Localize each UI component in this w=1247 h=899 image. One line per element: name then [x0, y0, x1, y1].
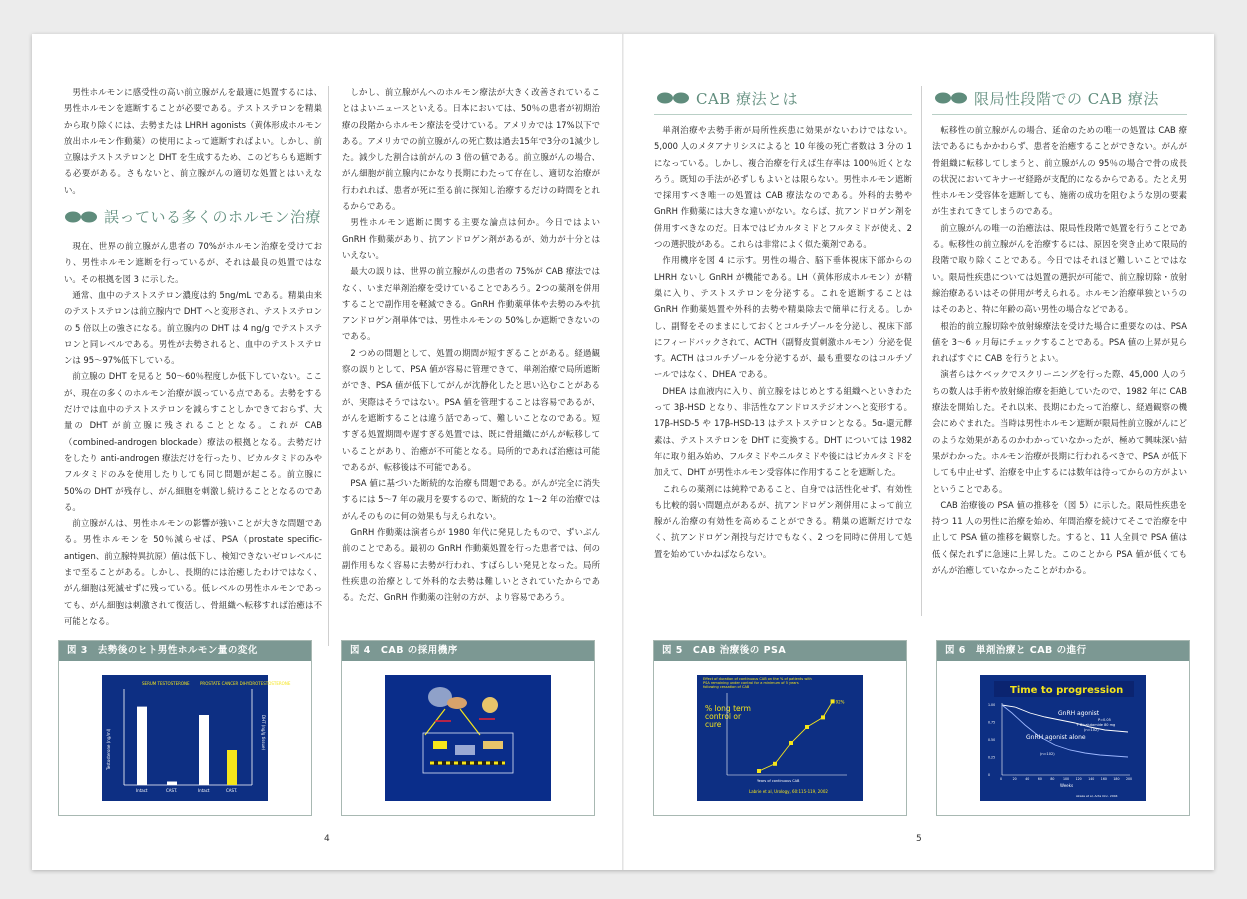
figure-5-slide — [697, 675, 863, 801]
figure-6-citation: Akaza et al, Acta Onc. 2004 — [1076, 794, 1118, 798]
body-paragraph: 男性ホルモン遮断に関する主要な論点は何か。今日ではよい GnRH 作動薬があり、抗アンドロゲン剤があるが、効力が十分とはいえない。 — [342, 217, 600, 260]
x-tick-label: 40 — [1025, 777, 1030, 781]
body-paragraph: しかし、前立腺がんへのホルモン療法が大きく改善されていることはよいニュースといえる。日本においては、50％の患者が初期治療の段階からホルモン療法を受けている。アメリカでは 17%以下である。アメリカでの前立腺がんの死亡数は過去15年で3分の1減少した。減少した割合は前がんの 3 倍の値である。前立腺がんの場合、がん細胞が前立腺内にかなり長期にわたって存在し、適切な治療が行われれば、患者が死に至る前に探知し治療するだけの時間をとれるからである。 — [342, 87, 600, 212]
x-tick-label: 60 — [1037, 777, 1042, 781]
figure-5-inset: % long term control or cure — [705, 704, 751, 729]
data-point — [773, 762, 777, 766]
leaf-icon — [934, 91, 968, 105]
pituitary-shape — [447, 697, 467, 709]
legend-b: PROSTATE CANCER DIHYDROTESTOSTERONE — [200, 681, 291, 686]
data-point — [821, 715, 825, 719]
x-tick-label: CAST. — [166, 788, 178, 793]
mechanism-diagram — [385, 675, 551, 801]
section-heading — [934, 86, 1159, 110]
series-b-n: (n=102) — [1040, 752, 1055, 756]
body-paragraph: DHEA は血液内に入り、前立腺をはじめとする組織へといきわたって 3β-HSD となり、非活性なアンドロステジオンへと変形する。17β-HSD-5 や 17β-HSD-13 はテストステロンとなる。5α-還元酵素は、テストステロンを DHT に変換する。DHT については 1982 年に取り組み始め、フルタミドやニルタミドや後にはビカルタミドを加えて、DHT が男性ホルモン受容体に作用することを遮断した。 — [654, 385, 912, 478]
legend-a: SERUM TESTOSTERONE — [142, 681, 190, 686]
heading-rule — [932, 114, 1187, 115]
page-number: 4 — [324, 834, 330, 844]
section-title: 誤っている多くのホルモン治療 — [104, 207, 322, 226]
series-a-n: + Bicalutamide 80 mg — [1076, 723, 1116, 727]
body-paragraph: PSA 値に基づいた断続的な治療も問題である。がんが完全に消失するには 5〜7 年の歳月を要するので、断続的な 1〜2 年の治療ではがんそのものに何の効果も与えられない。 — [342, 478, 600, 521]
y-axis-right-label: DHT (ng/g tissue) — [261, 715, 266, 750]
x-tick-label: 100 — [1063, 777, 1070, 781]
column-divider — [328, 86, 329, 646]
x-tick-label: 140 — [1088, 777, 1095, 781]
figure-3-slide — [102, 675, 291, 801]
section-title: CAB 療法とは — [696, 89, 799, 108]
body-paragraph: 通常、血中のテストステロン濃度は約 5ng/mL である。精巣由来のテストステロンは前立腺内で DHT へと変形され、テストステロンの 5 倍以上の強さになる。前立腺内の DHT は 4 ng/g でテストステロンと同レベルである。男性が去勢されると、血中のテストステロンは 95〜97%低下している。 — [64, 289, 322, 366]
bar — [167, 782, 177, 786]
body-paragraph: 前立腺の DHT を見ると 50〜60％程度しか低下していない。ここが、現在の多くのホルモン治療が誤っている点である。去勢をするだけでは血中のテストステロンを減らすことしかできておらず、大量の DHT が前立腺に残されることとなる。これが CAB（combined-androgen blockade）療法の根拠となる。去勢だけをしたり anti-androgen 療法だけを行ったり、ビカルタミドのみやフルタミドのみを使用したりしても同じ問題が起こる。前立腺に 50%の DHT が残存し、がん細胞を刺激し続けることとなるのである。 — [64, 371, 322, 512]
y-tick-label: 1.00 — [988, 703, 996, 707]
psa-curve — [759, 701, 833, 771]
section-title: 限局性段階での CAB 療法 — [974, 89, 1159, 108]
figure-5-chart — [697, 675, 863, 801]
figure-6 — [936, 640, 1190, 816]
left-column-1 — [64, 84, 322, 654]
figure-caption: 図 4 CAB の採用機序 — [342, 641, 594, 661]
figure-6-slide — [980, 675, 1146, 801]
series-a-n2: (n=102) — [1084, 728, 1099, 732]
series-a-p: P=0.05 — [1098, 718, 1111, 722]
x-tick-label: 0 — [1000, 777, 1003, 781]
receptor-shape — [433, 741, 447, 749]
bar — [227, 750, 237, 785]
data-point — [805, 725, 809, 729]
section-heading — [64, 204, 322, 230]
x-tick-label: 160 — [1100, 777, 1107, 781]
figure-6-title: Time to progression — [1010, 685, 1124, 696]
leaf-icon — [64, 210, 98, 224]
y-tick-label: 0 — [988, 773, 991, 777]
x-tick-label: 120 — [1075, 777, 1082, 781]
body-paragraph: CAB 治療後の PSA 値の推移を（図 5）に示した。限局性疾患を持つ 11 人の男性に治療を始め、年間治療を続けてそこで治療を中止して PSA 値の推移を観察した。すると、11 人全員で PSA 値は低く保たれずに急速に上昇した。このことから PSA 値が低くてもがんが治癒していなかったことがわかる。 — [932, 499, 1187, 576]
heading-rule — [654, 114, 912, 115]
x-tick-label: 200 — [1126, 777, 1133, 781]
x-tick-label: 180 — [1113, 777, 1120, 781]
x-tick-label: Intact — [136, 788, 148, 793]
series-b-label: GnRH agonist alone — [1026, 734, 1086, 741]
intro-paragraph: 男性ホルモンに感受性の高い前立腺がんを最適に処置するには、男性ホルモンを遮断することが必要である。テストステロンを精巣から取り除くには、去勢または LHRH agonists（黄体形成ホルモン放出ホルモン作動薬）の使用によって遮断すればよい。しかし、前立腺はテストステロンと DHT を生成するため、このどちらも遮断する必要がある。さもないと、前立腺がんの適切な処置とはいえない。 — [64, 87, 322, 195]
figure-3 — [58, 640, 312, 816]
body-paragraph: 最大の誤りは、世界の前立腺がんの患者の 75%が CAB 療法ではなく、いまだ単剤治療を受けていることであろう。2つの薬剤を併用することで副作用を軽減できる。GnRH 作動薬単体や去勢のみや抗アンドロゲン剤単体では、男性ホルモンの 50%しか遮断できないのである。 — [342, 266, 600, 342]
page-number: 5 — [916, 834, 922, 844]
bar — [199, 715, 209, 785]
figure-6-chart — [980, 675, 1146, 801]
y-axis-left-label: Testosterone (ng/ml) — [106, 728, 111, 770]
body-paragraph: 現在、世界の前立腺がん患者の 70%がホルモン治療を受けており、男性ホルモン遮断を行っているが、それは最良の処置ではない。その根拠を図 3 に示した。 — [64, 241, 322, 284]
body-paragraph: 2 つめの問題として、処置の期間が短すぎることがある。経過観察の誤りとして、PSA 値が容易に管理できて、単剤治療で局所遮断ができ、PSA 値が低下してがんが沈静化したと思い込むことがあるが、実際はそうではない。PSA 値を管理することは容易であるが、がんを遮断することは違う話であって、難しいことなのである。短すぎる処置期間や遅すぎる処置では、既に骨組織にがんが転移していることがあり、治癒が不可能となる。局所的であれば治癒は可能であるが、転移後は不可能である。 — [342, 347, 600, 472]
figure-caption: 図 3 去勢後のヒト男性ホルモン量の変化 — [59, 641, 311, 661]
body-paragraph: 演者らはケベックでスクリーニングを行った際、45,000 人のうちの数人は手術や放射線治療を拒絶していたので、1982 年に CAB 療法を開始した。それ以来、長期にわたって治療し、経過観察の機会にめぐまれた。当時は男性ホルモン遮断が限局性前立腺がんにどのような効果があるのかわかっていなかったが、極めて興味深い結果がわかった。ホルモン治療が長期に行われるべきで、PSA が低下しても中止せず、治療を中止するには数年は待ってからの方がよいということである。 — [932, 369, 1187, 494]
left-column-2 — [342, 84, 600, 654]
right-column-1 — [654, 122, 912, 612]
x-tick-label: CAST. — [226, 788, 238, 793]
body-paragraph: これらの薬剤には純粋であること、自身では活性化せず、有効性も比較的弱い問題点があるが、抗アンドロゲン剤併用によって前立腺がん治療の有効性を高めることができる。精巣の遮断だけでなく、抗アンドロゲン剤投与だけでもなく、2 つを同時に併用して処置を始めていかねばならない。 — [654, 483, 912, 559]
document-spread — [32, 34, 1214, 870]
point-label: 92% — [835, 699, 845, 705]
x-axis-label: Weeks — [1060, 783, 1074, 788]
figure-5 — [653, 640, 907, 816]
right-column-2 — [932, 122, 1187, 612]
adrenal-shape — [482, 697, 498, 713]
figure-4-slide — [385, 675, 551, 801]
y-tick-label: 0.25 — [988, 755, 996, 760]
figure-3-chart — [102, 675, 291, 801]
receptor-shape — [455, 745, 475, 755]
page-gutter — [622, 34, 624, 870]
data-point — [831, 699, 835, 703]
body-paragraph: 転移性の前立腺がんの場合、延命のための唯一の処置は CAB 療法であるにもかかわらず、患者を治癒することができない。がんが骨組織に転移してしまうと、前立腺がんの 95％の場合で骨の成長の状況においてキナーゼ経路が支配的になるからである。たとえ男性ホルモン受容体を遮断しても、施術の成功を阻むような別の要素が生まれてきてしまうのである。 — [932, 125, 1187, 217]
x-tick-label: 20 — [1012, 777, 1017, 781]
data-point — [757, 769, 761, 773]
figure-4 — [341, 640, 595, 816]
body-paragraph: 前立腺がんは、男性ホルモンの影響が強いことが大きな問題である。男性ホルモンを 50％減らせば、PSA（prostate specific-antigen、前立腺特異抗原）値は低下し、検知できないゼロレベルにまで至ることがある。しかし、長期的には治癒したわけではなく、がん細胞は死滅せずに残っている。低レベルの男性ホルモンであっても、がん細胞は刺激されて復活し、骨組織へ転移すれば治癒は不可能となる。 — [64, 518, 322, 626]
figure-5-title: Effect of duration of continuous CAB on the % of patients with PSA remaining under control for a minimum of 5 years following cessation of CAB — [703, 677, 812, 689]
figure-caption: 図 5 CAB 治療後の PSA — [654, 641, 906, 661]
body-paragraph: 単剤治療や去勢手術が局所性疾患に効果がないわけではない。5,000 人のメタアナリシスによると 10 年後の死亡者数は 3 分の 1 になっている。しかし、複合治療を行えば生存率は 100％近くとなろう。既知の手法が必ずしもよいとは限らない。男性ホルモン遮断で採用すべき唯一の処置は CAB 療法なのである。外科的去勢や GnRH 作動薬には大きな違いがない。ならば、抗アンドロゲン剤を併用すべきなのだ。日本ではビカルタミドとフルタミドが使え、2 つの選択肢がある。これらは非常によく似た薬剤である。 — [654, 125, 912, 250]
body-paragraph: 根治的前立腺切除や放射線療法を受けた場合に重要なのは、PSA 値を 3〜6 ヶ月毎にチェックすることである。PSA 値の上昇が見られればすぐに CAB を行うとよい。 — [932, 320, 1187, 364]
body-paragraph: GnRH 作動薬は演者らが 1980 年代に発見したもので、ずいぶん前のことである。最初の GnRH 作動薬処置を行った患者では、何の副作用もなく容易に去勢が行われ、すばらしい発見となった。局所性疾患の治療として外科的な去勢は難しいとされていたからである。ただ、GnRH 作動薬の注射の方が、より容易であろう。 — [342, 527, 600, 603]
column-divider — [921, 86, 922, 616]
x-tick-label: 80 — [1050, 777, 1055, 781]
x-tick-label: Intact — [198, 788, 210, 793]
bar — [137, 707, 147, 785]
y-tick-label: 0.50 — [988, 738, 996, 742]
y-tick-label: 0.75 — [988, 720, 996, 725]
figure-5-citation: Labrie et al, Urology, 60:115-119, 2002 — [749, 789, 828, 794]
data-point — [789, 741, 793, 745]
leaf-icon — [656, 91, 690, 105]
series-a-label: GnRH agonist — [1058, 710, 1100, 717]
section-heading — [656, 86, 798, 110]
body-paragraph: 作用機序を図 4 に示す。男性の場合、脳下垂体視床下部からの LHRH ないし GnRH が機能である。LH（黄体形成ホルモン）が精巣に入り、テストステロンを分泌する。これを遮断することは GnRH 作動薬処置や外科的去勢や精巣除去で簡単に行える。しかし、副腎をそのままにしておくとコルチゾールを分泌し、視床下部にフィードバックされて、ACTH（副腎皮質刺激ホルモン）分泌を促す。ACTH はコルチゾールを分泌するが、最も重要なのはコルチゾールではなく、DHEA である。 — [654, 255, 912, 380]
figure-caption: 図 6 単剤治療と CAB の進行 — [937, 641, 1189, 661]
receptor-shape — [483, 741, 503, 749]
body-paragraph: 前立腺がんの唯一の治癒法は、限局性段階で処置を行うことである。転移性の前立腺がんを治療するには、原因を突き止めて限局的段階で取り除くことである。今日ではそれほど難しいことではない。限局性疾患については処置の選択が可能で、前立腺切除・放射線治療あるいはその併用が考えられる。ホルモン治療単独というのはそのあと、特に年齢の高い男性の場合などである。 — [932, 222, 1187, 315]
x-axis-label: Years of continuous CAB — [757, 779, 800, 783]
